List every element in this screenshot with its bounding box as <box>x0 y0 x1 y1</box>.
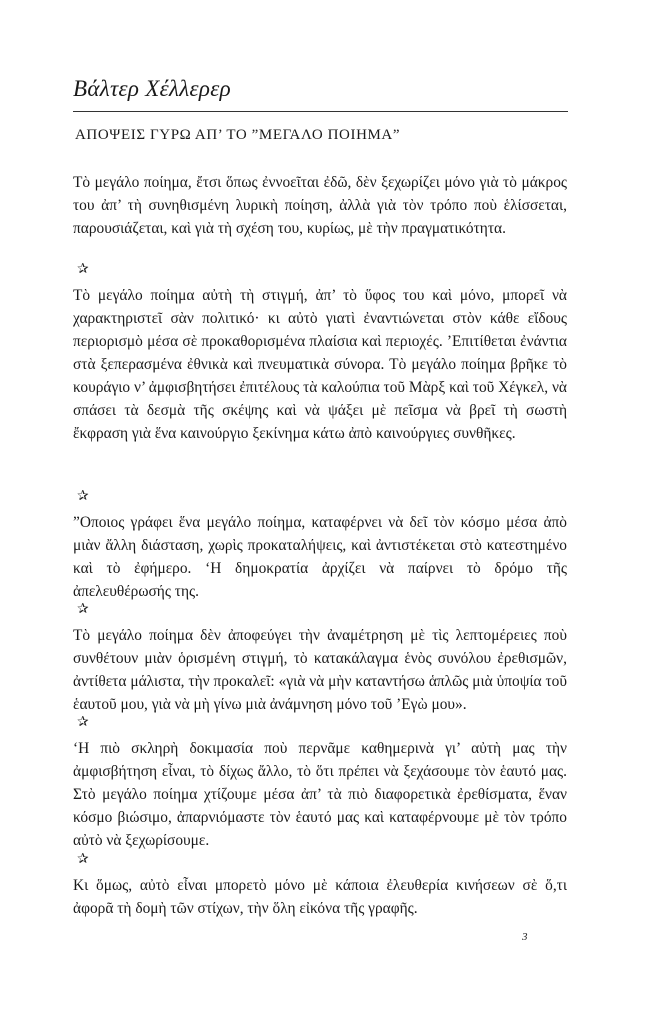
author-name: Βάλτερ Χέλλερερ <box>73 76 231 101</box>
star-separator-icon: ✰ <box>77 261 89 277</box>
page-number: 3 <box>522 931 528 943</box>
header-rule <box>73 111 568 112</box>
paragraph-2: Τὸ μεγάλο ποίημα αὐτὴ τὴ στιγμή, ἀπ’ τὸ ὕφος του καὶ μόνο, μπορεῖ νὰ χαρακτηριστεῖ σὰν πολιτικό· κι αὐτὸ γιατὶ ἐναντιώνεται στὸν κάθε εἴδους περιορισμὸ μέσα σὲ προκαθορισμένα πλαίσια καὶ περιοχές. ’Επιτίθεται ἐνάντια στὰ ξεπερασμένα ἐθνικὰ καὶ πνευματικὰ σύνορα. Τὸ μεγάλο ποίημα βρῆκε τὸ κουράγιο ν’ ἀμφισβητήσει ἐπιτέλους τὰ καλούπια τοῦ Μὰρξ καὶ τοῦ Χέγκελ, νὰ σπάσει τὰ δεσμὰ τῆς σκέψης καὶ νὰ ψάξει μὲ πεῖσμα νὰ βρεῖ τὴ σωστὴ ἔκφραση γιὰ ἕνα καινούργιο ξεκίνημα κάτω ἀπὸ καινούργιες συνθῆκες. <box>73 287 567 442</box>
paragraph-6: Κι ὅμως, αὐτὸ εἶναι μπορετὸ μόνο μὲ κάποια ἐλευθερία κινήσεων σὲ ὅ,τι ἀφορᾶ τὴ δομὴ τῶν στίχων, τὴν ὅλη εἰκόνα τῆς γραφῆς. <box>73 877 567 917</box>
paragraph-5: ‘Η πιὸ σκληρὴ δοκιμασία ποὺ περνᾶμε καθημερινὰ γι’ αὐτὴ μας τὴν ἀμφισβήτηση εἶναι, τὸ δίχως ἄλλο, τὸ ὅτι πρέπει νὰ ξεχάσουμε τὸν ἑαυτό μας. Στὸ μεγάλο ποίημα χτίζουμε μέσα ἀπ’ τὰ πιὸ διαφορετικὰ ἐρεθίσματα, ἕναν κόσμο βιώσιμο, ἀπαρνιόμαστε τὸν ἑαυτό μας καὶ καταφέρνουμε μὲ τὸν τρόπο αὐτὸ νὰ ξεχωρίσουμε. <box>73 740 567 849</box>
star-separator-icon: ✰ <box>77 851 89 867</box>
paragraph-4: Τὸ μεγάλο ποίημα δὲν ἀποφεύγει τὴν ἀναμέτρηση μὲ τὶς λεπτομέρειες ποὺ συνθέτουν μιὰν ὁρισμένη στιγμή, τὸ κατακάλαγμα ἑνὸς συνόλου ἐρεθισμῶν, ἀντίθετα μάλιστα, τὴν προκαλεῖ: «γιὰ νὰ μὴν καταντήσω ἁπλῶς μιὰ ὑποψία τοῦ ἑαυτοῦ μου, γιὰ νὰ μὴ γίνω μιὰ ἀνάμνηση μόνο τοῦ ’Εγὼ μου». <box>73 627 567 713</box>
article-title: ΑΠΟΨΕΙΣ ΓΥΡΩ ΑΠ’ ΤΟ ”ΜΕΓΑΛΟ ΠΟΙΗΜΑ” <box>75 127 401 143</box>
star-separator-icon: ✰ <box>77 601 89 617</box>
star-separator-icon: ✰ <box>77 714 89 730</box>
star-separator-icon: ✰ <box>77 488 89 504</box>
paragraph-1: Τὸ μεγάλο ποίημα, ἔτσι ὅπως ἐννοεῖται ἐδῶ, δὲν ξεχωρίζει μόνο γιὰ τὸ μάκρος του ἀπ’ τὴ συνηθισμένη λυρικὴ ποίηση, ἀλλὰ γιὰ τὸν τρόπο ποὺ ἑλίσσεται, παρουσιάζεται, καὶ γιὰ τὴ σχέση του, κυρίως, μὲ τὴν πραγματικότητα. <box>73 174 567 237</box>
paragraph-3: ”Οποιος γράφει ἕνα μεγάλο ποίημα, καταφέρνει νὰ δεῖ τὸν κόσμο μέσα ἀπὸ μιὰν ἄλλη διάσταση, χωρὶς προκαταλήψεις, καὶ ἀντιστέκεται στὸ κατεστημένο καὶ τὸ ἐφήμερο. ‘Η δημοκρατία ἀρχίζει νὰ παίρνει τὸ δρόμο τῆς ἀπελευθέρωσής της. <box>73 514 567 600</box>
